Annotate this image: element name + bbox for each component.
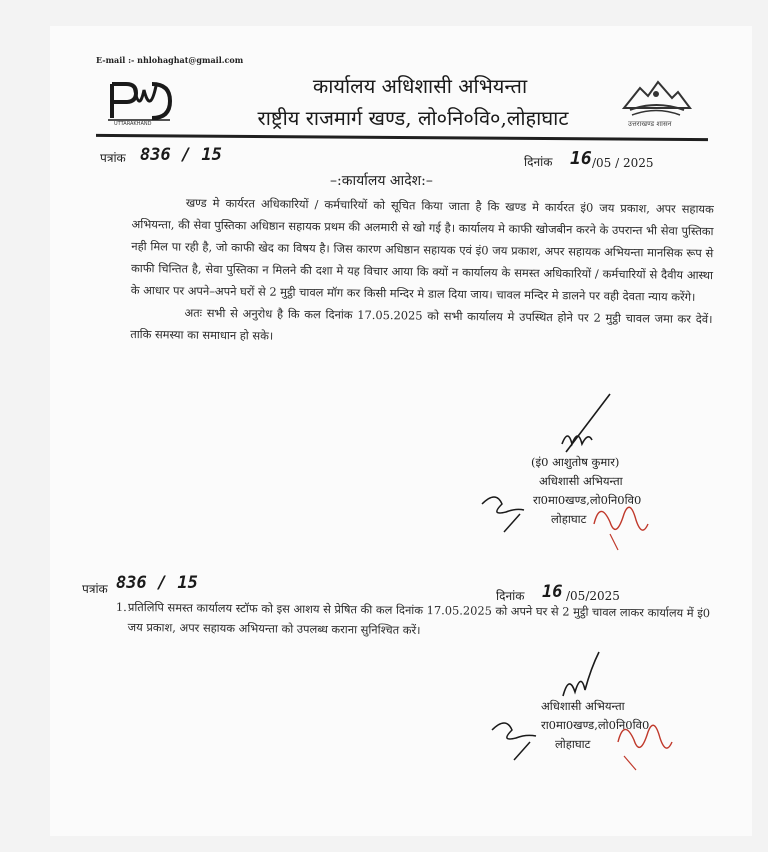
pwd-logo-caption: UTTARAKHAND [114,121,152,127]
order-paragraph-2: अतः सभी से अनुरोध है कि कल दिनांक 17.05.2025 को सभी कार्यालय मे उपस्थित होने पर 2 मुट्ठी चावल जमा कर देवें। ताकि समस्या का समाधान हो सके। [130,305,713,343]
header-email: E-mail :- nhlohaghat@gmail.com [96,55,244,65]
signatory-1-designation: अधिशासी अभियन्ता [539,474,623,488]
copy-item-number: 1. [115,599,127,614]
copy-item [115,597,722,643]
signatory-2-place: लोहाघाट [555,737,591,751]
signatory-1-name: (इं0 आशुतोष कुमार) [531,455,620,469]
pwd-logo [104,80,174,130]
copy-date-day: 16 [542,582,563,602]
red-signature-1 [590,494,650,558]
uttarakhand-emblem [618,78,694,132]
initials-mark-2 [486,708,546,768]
copy-date-rest: /05/2025 [566,589,620,603]
signatory-1-office: रा0मा0खण्ड,लो0नि0वि0 [533,493,642,507]
ref-label: पत्रांक [100,151,126,165]
date-rest: /05 / 2025 [592,156,654,170]
signatory-1-place: लोहाघाट [551,512,587,526]
order-body [130,191,714,352]
date-day: 16 [570,148,592,169]
order-paragraph-1: खण्ड मे कार्यरत अधिकारियों / कर्मचारियों को सूचित किया जाता है कि खण्ड मे कार्यरत इं0 जय प्रकाश, अपर सहायक अभियन्ता, की सेवा पुस्तिका अधिष्ठान सहायक प्रथम की अलमारी से खो गई है। कार्यालय मे काफी खोजबीन करने के उपरान्त भी सेवा पुस्तिका नही मिल पा रही है, जो काफी खेद का विषय है। जिस कारण अधिष्ठान सहायक एवं इं0 जय प्रकाश, अपर सहायक अभियन्ता मानसिक रूप से काफी चिन्तित है, सेवा पुस्तिका न मिलने की दशा मे यह विचार आया कि क्यों न कार्यालय के समस्त अधिकारियों / कर्मचारियों से दैवीय आस्था के आधार पर अपने–अपने घरों से 2 मुट्ठी चावल मॉग कर किसी मन्दिर मे डाल दिया जाय। चावल मन्दिर मे डालने पर वही देवता न्याय करेंगे। [130,195,714,304]
office-subtitle: राष्ट्रीय राजमार्ग खण्ड, लो०नि०वि०,लोहाघाट [257,106,569,130]
ref-number: 836 / 15 [140,145,222,165]
signatory-2-designation: अधिशासी अभियन्ता [541,699,625,713]
red-signature-2 [614,712,674,776]
signatory-2-office: रा0मा0खण्ड,लो0नि0वि0 [541,718,650,732]
office-title: कार्यालय अधिशासी अभियन्ता [312,74,528,98]
copy-date-label: दिनांक [496,589,525,603]
emblem-caption: उत्तराखण्ड शासन [628,120,672,128]
copy-ref-label: पत्रांक [82,582,108,596]
copy-ref-number: 836 / 15 [116,573,198,593]
copy-item-text: प्रतिलिपि समस्त कार्यालय स्टॉफ को इस आशय से प्रेषित की कल दिनांक 17.05.2025 को अपने घर से 2 मुट्ठी चावल लाकर कार्यालय में इं0 जय प्रकाश, अपर सहायक अभियन्ता को उपलब्ध कराना सुनिश्चित करें। [127,599,711,638]
date-label: दिनांक [524,155,553,169]
initials-mark-1 [476,484,536,538]
order-title: –:कार्यालय आदेश:– [330,173,433,189]
